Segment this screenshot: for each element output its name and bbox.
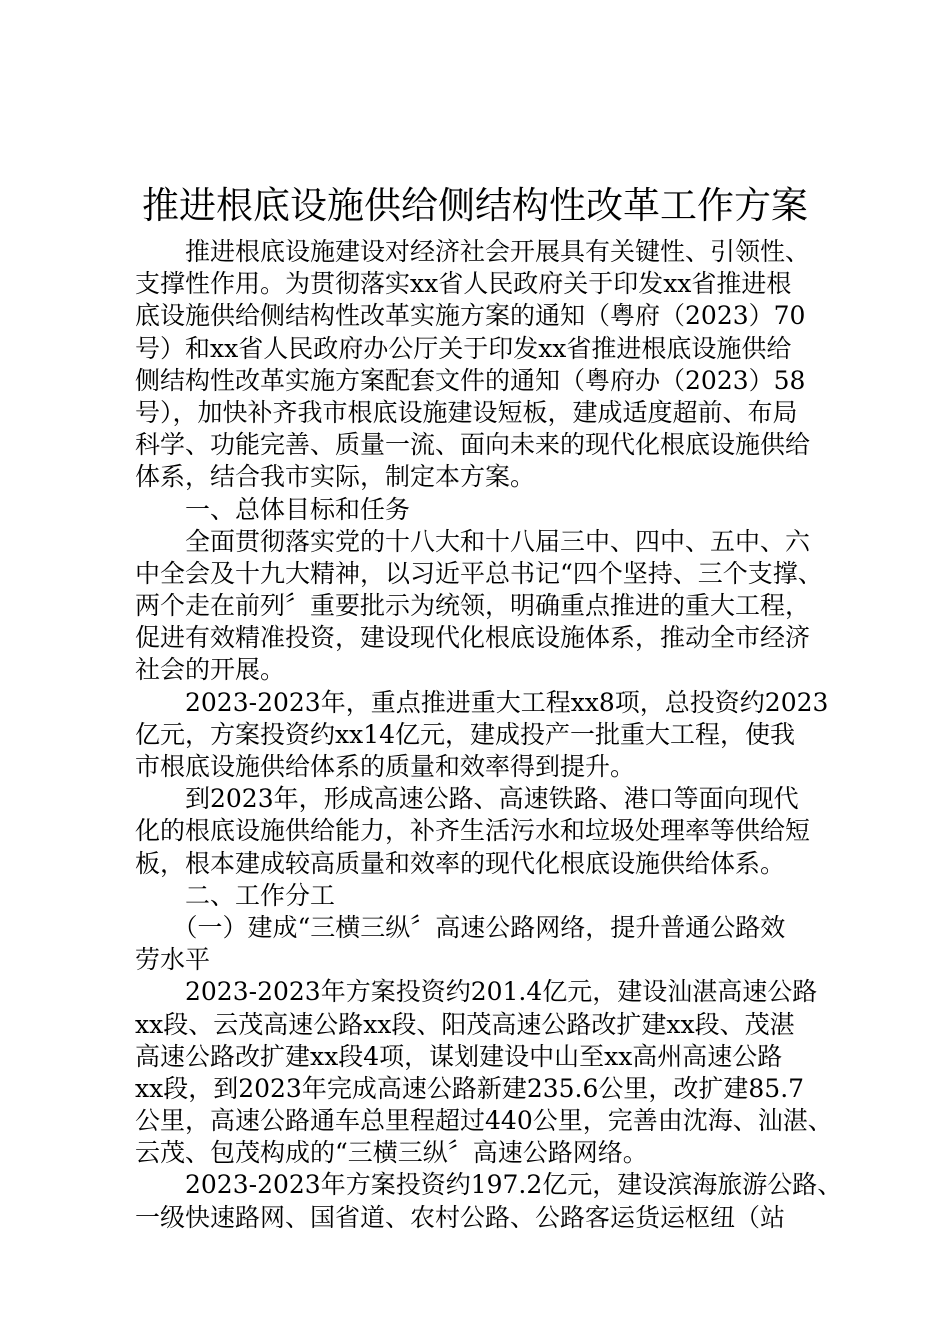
text-line: 2023-2023年方案投资约201.4亿元，建设汕湛高速公路 — [135, 977, 818, 1007]
section-heading: 二、工作分工 — [135, 880, 336, 910]
text-line: 底设施供给侧结构性改革实施方案的通知（粤府（2023）70 — [135, 301, 806, 331]
subsection-heading: （一）建成“三横三纵〞高速公路网络，提升普通公路效 — [135, 912, 786, 942]
text-line: 推进根底设施建设对经济社会开展具有关键性、引领性、 — [135, 237, 811, 266]
text-line: 支撑性作用。为贯彻落实xx省人民政府关于印发xx省推进根 — [135, 269, 792, 299]
text-line: 全面贯彻落实党的十八大和十八届三中、四中、五中、六 — [135, 526, 811, 556]
text-line: xx段、云茂高速公路xx段、阳茂高速公路改扩建xx段、茂湛 — [135, 1009, 795, 1039]
text-line: 科学、功能完善、质量一流、面向未来的现代化根底设施供给 — [135, 430, 811, 460]
text-line: 促进有效精准投资，建设现代化根底设施体系，推动全市经济 — [135, 623, 811, 653]
text-line: 号），加快补齐我市根底设施建设短板，建成适度超前、布局 — [135, 397, 798, 427]
text-line: 高速公路改扩建xx段4项，谋划建设中山至xx高州高速公路 — [135, 1041, 783, 1071]
document-body — [135, 236, 843, 1234]
text-line: 中全会及十九大精神，以习近平总书记“四个坚持、三个支撑、 — [135, 558, 823, 588]
subsection-heading: 劳水平 — [135, 945, 211, 975]
text-line: 两个走在前列〞重要批示为统领，明确重点推进的重大工程， — [135, 591, 811, 621]
text-line: 到2023年，形成高速公路、高速铁路、港口等面向现代 — [135, 784, 799, 814]
text-line: 公里，高速公路通车总里程超过440公里，完善由沈海、汕湛、 — [135, 1106, 833, 1136]
text-line: 一级快速路网、国省道、农村公路、公路客运货运枢纽（站 — [135, 1202, 786, 1232]
text-line: xx段，到2023年完成高速公路新建235.6公里，改扩建85.7 — [135, 1073, 805, 1103]
text-line: 侧结构性改革实施方案配套文件的通知（粤府办（2023）58 — [135, 365, 806, 395]
text-line: 亿元，方案投资约xx14亿元，建成投产一批重大工程，使我 — [135, 719, 796, 749]
text-line: 市根底设施供给体系的质量和效率得到提升。 — [135, 752, 636, 781]
section-heading: 一、总体目标和任务 — [135, 494, 411, 524]
text-line: 板，根本建成较高质量和效率的现代化根底设施供给体系。 — [135, 848, 786, 878]
text-line: 2023-2023年，重点推进重大工程xx8项，总投资约2023 — [135, 687, 829, 717]
text-line: 号）和xx省人民政府办公厅关于印发xx省推进根底设施供给 — [135, 333, 792, 363]
text-line: 体系，结合我市实际，制定本方案。 — [135, 462, 536, 492]
text-line: 云茂、包茂构成的“三横三纵〞高速公路网络。 — [135, 1138, 648, 1168]
text-line: 2023-2023年方案投资约197.2亿元，建设滨海旅游公路、 — [135, 1170, 843, 1200]
text-line: 社会的开展。 — [135, 655, 286, 685]
text-line: 化的根底设施供给能力，补齐生活污水和垃圾处理率等供给短 — [135, 816, 811, 846]
document-title: 推进根底设施供给侧结构性改革工作方案 — [142, 184, 808, 227]
